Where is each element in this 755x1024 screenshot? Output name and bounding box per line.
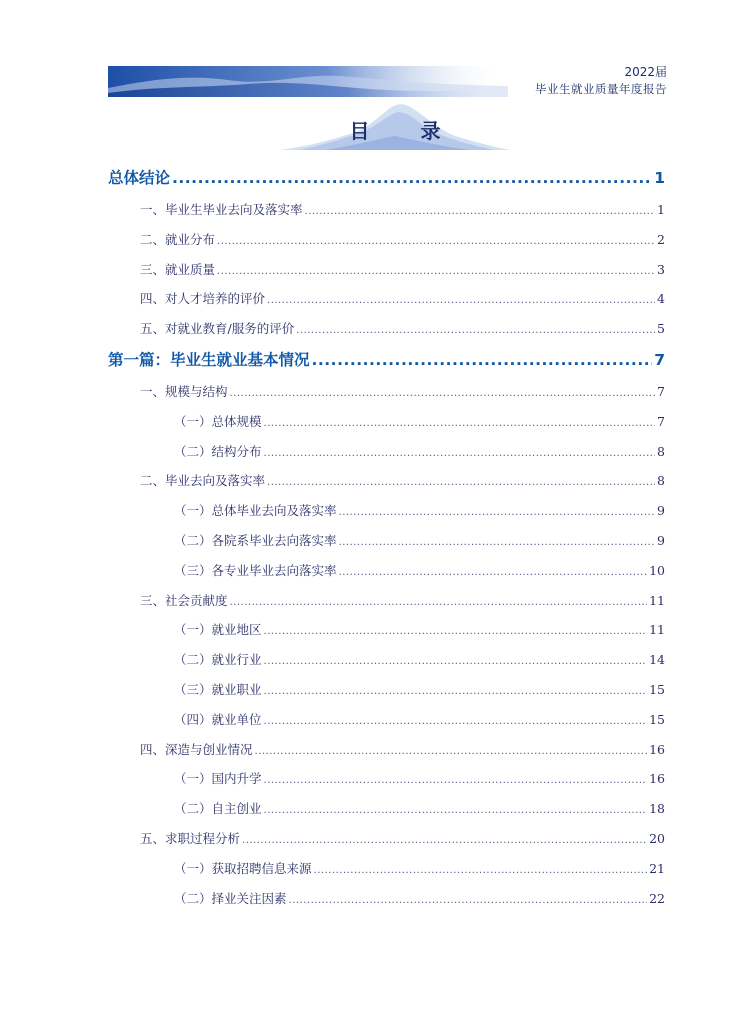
toc-entry[interactable] (108, 824, 665, 854)
toc-entry-label: （三）就业职业 (174, 681, 262, 697)
toc-entry-page: 1 (654, 169, 665, 187)
toc-leader-dots (230, 588, 648, 618)
toc-entry-label: 四、深造与创业情况 (140, 741, 253, 757)
toc-entry[interactable] (108, 225, 665, 255)
toc-leader-dots (264, 766, 648, 796)
toc-entry-label: （一）总体毕业去向及落实率 (174, 503, 337, 519)
toc-entry[interactable] (108, 526, 665, 556)
toc-entry[interactable] (108, 162, 665, 195)
toc-entry[interactable] (108, 764, 665, 794)
toc-entry-label: （一）获取招聘信息来源 (174, 860, 312, 876)
toc-entry-label: （二）各院系毕业去向落实率 (174, 532, 337, 548)
toc-entry-label: 五、求职过程分析 (140, 830, 241, 846)
toc-entry-page: 15 (649, 681, 665, 697)
toc-entry-page: 7 (657, 413, 665, 429)
toc-entry-label: （二）择业关注因素 (174, 890, 287, 906)
toc-entry-label: （二）就业行业 (174, 652, 262, 668)
toc-entry-page: 22 (649, 890, 665, 906)
toc-leader-dots (264, 677, 648, 707)
toc-leader-dots (312, 344, 653, 377)
toc-entry-page: 7 (654, 350, 665, 369)
toc-entry[interactable] (108, 645, 665, 675)
page-title: 目 录 (349, 119, 463, 143)
toc-title-block (280, 100, 510, 152)
toc-entry[interactable] (108, 437, 665, 467)
toc-entry-label: 二、毕业去向及落实率 (140, 473, 266, 489)
toc-entry-label: 总体结论 (108, 169, 171, 187)
toc-entry-label: 第一篇：毕业生就业基本情况 (108, 350, 310, 369)
toc-entry-page: 2 (657, 231, 665, 247)
toc-entry-label: 四、对人才培养的评价 (140, 291, 266, 307)
toc-leader-dots (264, 439, 656, 469)
toc-entry-page: 16 (649, 741, 665, 757)
toc-entry[interactable] (108, 586, 665, 616)
toc-entry[interactable] (108, 377, 665, 407)
table-of-contents (108, 162, 665, 913)
toc-entry-page: 20 (649, 830, 665, 846)
toc-leader-dots (264, 707, 648, 737)
toc-leader-dots (264, 796, 648, 826)
toc-entry[interactable] (108, 195, 665, 225)
toc-leader-dots (314, 856, 648, 886)
toc-entry-page: 18 (649, 801, 665, 817)
toc-leader-dots (264, 409, 656, 439)
toc-entry-page: 11 (649, 622, 665, 638)
toc-entry-page: 8 (657, 443, 665, 459)
toc-leader-dots (296, 316, 655, 346)
toc-entry-label: 三、就业质量 (140, 261, 216, 277)
toc-leader-dots (264, 617, 648, 647)
toc-leader-dots (305, 197, 656, 227)
toc-entry-page: 11 (649, 592, 665, 608)
toc-entry[interactable] (108, 255, 665, 285)
toc-leader-dots (267, 286, 655, 316)
toc-leader-dots (217, 257, 655, 287)
toc-entry[interactable] (108, 854, 665, 884)
toc-leader-dots (289, 886, 648, 916)
toc-entry[interactable] (108, 735, 665, 765)
toc-entry-label: （三）各专业毕业去向落实率 (174, 562, 337, 578)
toc-entry-page: 1 (657, 202, 665, 217)
toc-entry-label: （二）结构分布 (174, 443, 262, 459)
toc-leader-dots (264, 647, 648, 677)
toc-entry-page: 21 (649, 860, 665, 876)
header-banner (108, 66, 508, 97)
report-year: 2022届 (624, 65, 667, 79)
toc-leader-dots (217, 227, 655, 257)
toc-entry-page: 10 (649, 562, 665, 578)
toc-leader-dots (242, 826, 647, 856)
toc-entry-label: （二）自主创业 (174, 801, 262, 817)
toc-entry[interactable] (108, 344, 665, 377)
toc-entry-page: 9 (657, 532, 665, 548)
toc-entry-label: 三、社会贡献度 (140, 592, 228, 608)
toc-entry-label: 五、对就业教育/服务的评价 (140, 321, 295, 337)
report-header (535, 64, 667, 98)
toc-entry[interactable] (108, 407, 665, 437)
toc-entry[interactable] (108, 705, 665, 735)
toc-entry[interactable] (108, 284, 665, 314)
toc-entry-page: 16 (649, 771, 665, 787)
toc-leader-dots (230, 379, 656, 409)
toc-entry-page: 9 (657, 503, 665, 519)
toc-entry[interactable] (108, 615, 665, 645)
toc-leader-dots (172, 162, 652, 195)
toc-entry-label: 一、毕业生毕业去向及落实率 (140, 202, 303, 217)
toc-entry[interactable] (108, 794, 665, 824)
toc-entry-page: 7 (657, 383, 665, 399)
toc-entry[interactable] (108, 466, 665, 496)
toc-entry-page: 3 (657, 261, 665, 277)
toc-leader-dots (339, 528, 656, 558)
toc-entry-label: （一）国内升学 (174, 771, 262, 787)
report-title: 毕业生就业质量年度报告 (535, 82, 667, 96)
toc-entry-page: 4 (657, 291, 665, 307)
toc-entry-label: （四）就业单位 (174, 711, 262, 727)
toc-leader-dots (255, 737, 648, 767)
toc-entry[interactable] (108, 884, 665, 914)
toc-entry-label: （一）就业地区 (174, 622, 262, 638)
toc-entry[interactable] (108, 556, 665, 586)
toc-entry-label: 一、规模与结构 (140, 383, 228, 399)
toc-entry-page: 8 (657, 473, 665, 489)
toc-leader-dots (339, 558, 648, 588)
toc-entry[interactable] (108, 314, 665, 344)
toc-entry-label: 二、就业分布 (140, 231, 216, 247)
toc-leader-dots (267, 468, 655, 498)
toc-entry-page: 14 (649, 652, 665, 668)
toc-entry[interactable] (108, 675, 665, 705)
toc-entry[interactable] (108, 496, 665, 526)
toc-entry-label: （一）总体规模 (174, 413, 262, 429)
toc-leader-dots (339, 498, 656, 528)
toc-entry-page: 5 (657, 321, 665, 337)
toc-entry-page: 15 (649, 711, 665, 727)
